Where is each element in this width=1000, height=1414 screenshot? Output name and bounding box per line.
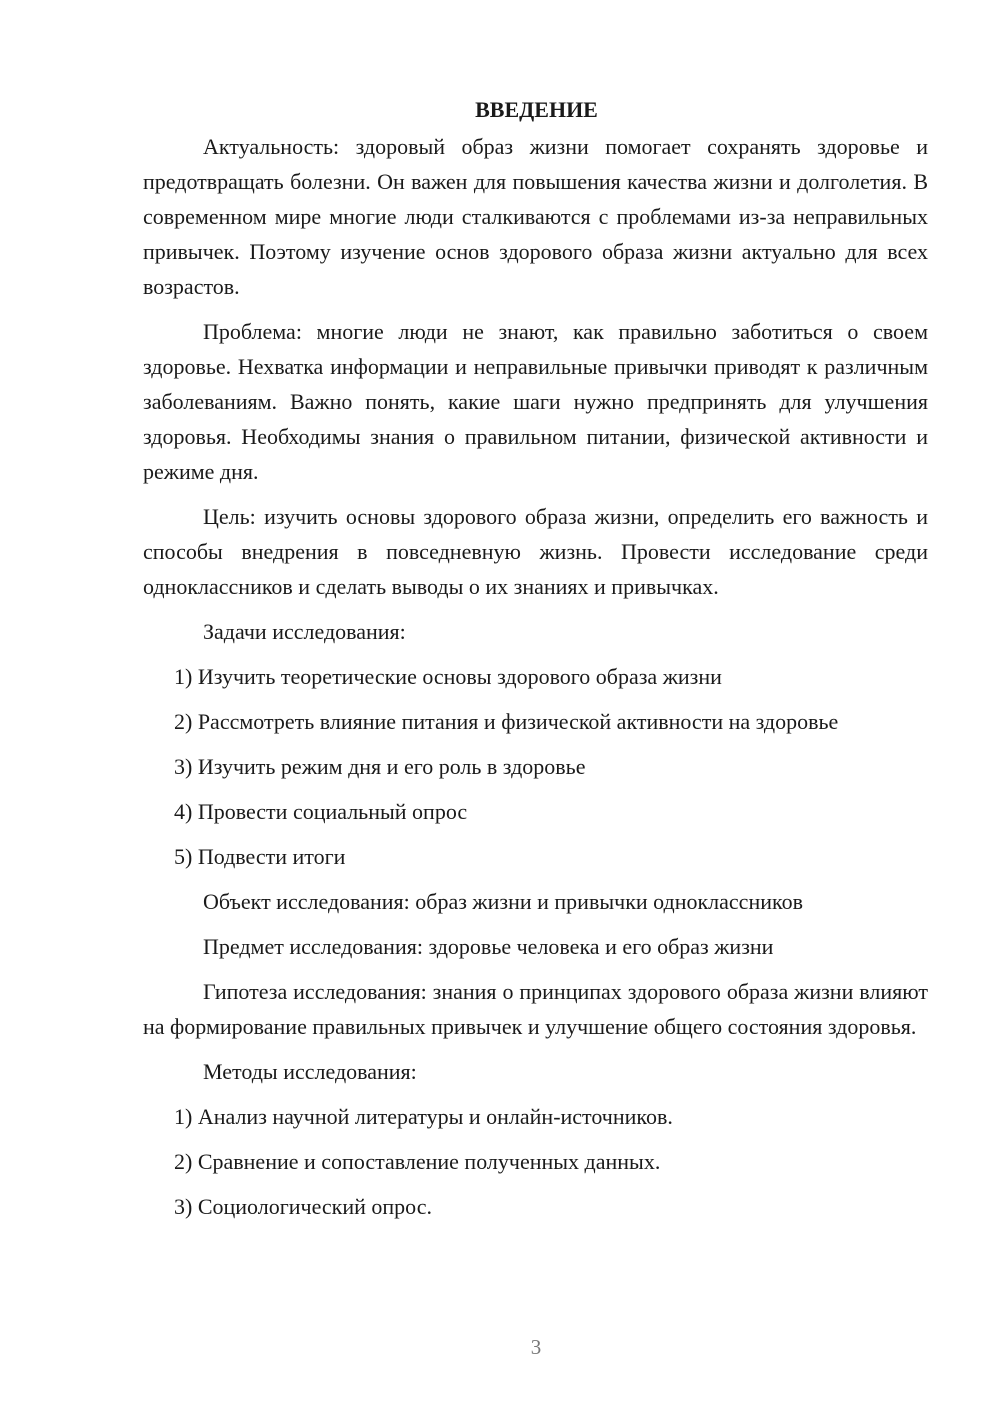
task-item: 5) Подвести итоги [174,844,346,869]
subject-line: Предмет исследования: здоровье человека и его образ жизни [203,934,774,959]
hypothesis-paragraph: Гипотеза исследования: знания о принципах здорового образа жизни влияют на формирование правильных привычек и улучшение общего состояния здоровья. [143,979,928,1039]
section-title: ВВЕДЕНИЕ [475,97,598,122]
task-item: 3) Изучить режим дня и его роль в здоровье [174,754,586,779]
method-item: 3) Социологический опрос. [174,1194,432,1219]
task-item: 4) Провести социальный опрос [174,799,468,824]
tasks-heading: Задачи исследования: [203,619,406,644]
method-item: 2) Сравнение и сопоставление полученных данных. [174,1149,661,1174]
object-line: Объект исследования: образ жизни и привычки одноклассников [203,889,803,914]
problem-paragraph: Проблема: многие люди не знают, как правильно заботиться о своем здоровье. Нехватка информации и неправильные привычки приводят к различным заболеваниям. Важно понять, какие шаги нужно предпринять для улучшения здоровья. Необходимы знания о правильном питании, физической активности и режиме дня. [143,319,928,484]
page-content [143,92,928,1234]
task-item: 1) Изучить теоретические основы здорового образа жизни [174,664,722,689]
goal-paragraph: Цель: изучить основы здорового образа жизни, определить его важность и способы внедрения в повседневную жизнь. Провести исследование среди одноклассников и сделать выводы о их знаниях и привычках. [143,504,928,599]
page-number: 3 [530,1335,542,1359]
method-item: 1) Анализ научной литературы и онлайн-источников. [174,1104,673,1129]
relevance-paragraph: Актуальность: здоровый образ жизни помогает сохранять здоровье и предотвращать болезни. Он важен для повышения качества жизни и долголетия. В современном мире многие люди сталкиваются с проблемами из-за неправильных привычек. Поэтому изучение основ здорового образа жизни актуально для всех возрастов. [143,134,928,299]
task-item: 2) Рассмотреть влияние питания и физической активности на здоровье [174,709,839,734]
methods-heading: Методы исследования: [203,1059,417,1084]
